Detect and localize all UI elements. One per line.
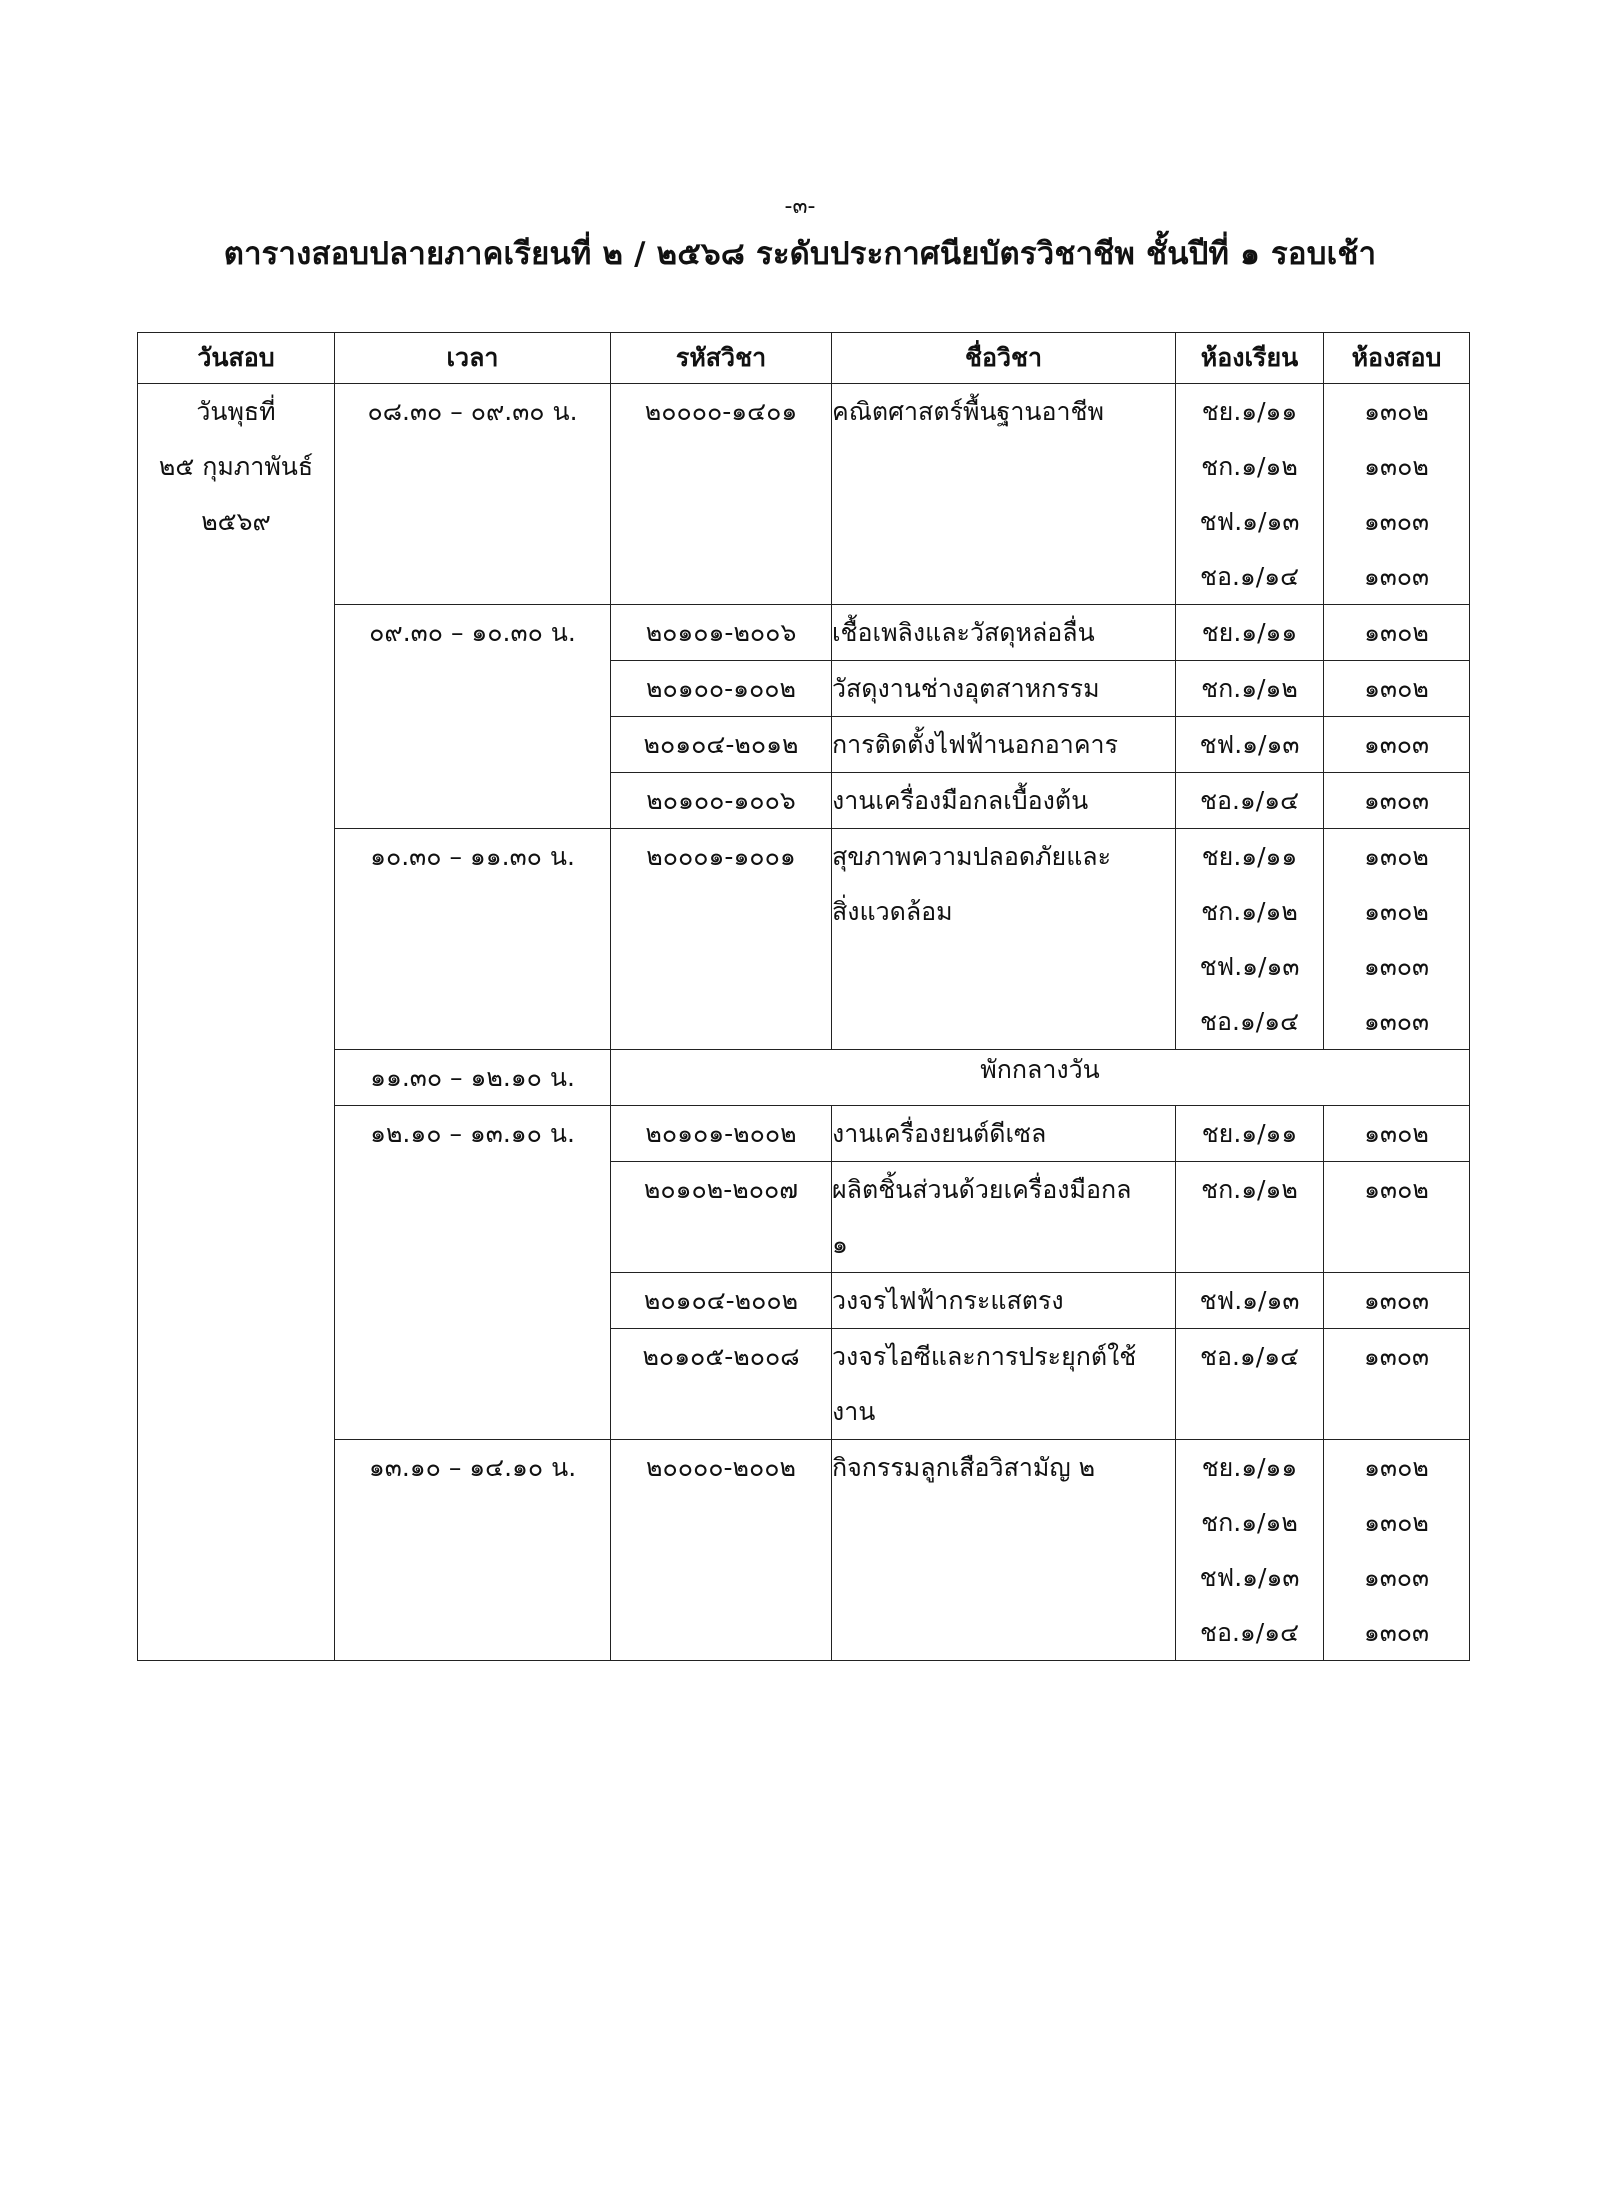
time-cell: ๑๐.๓๐ – ๑๑.๓๐ น. bbox=[335, 829, 611, 1050]
code-cell: ๒๐๑๐๐-๑๐๐๒ bbox=[611, 661, 832, 717]
class-cell: ชย.๑/๑๑ ชก.๑/๑๒ ชฟ.๑/๑๓ ชอ.๑/๑๔ bbox=[1176, 1440, 1324, 1661]
class-cell: ชอ.๑/๑๔ bbox=[1176, 773, 1324, 829]
header-date: วันสอบ bbox=[138, 333, 335, 384]
room-cell: ๑๓๐๒ ๑๓๐๒ ๑๓๐๓ ๑๓๐๓ bbox=[1324, 384, 1470, 605]
page-title: ตารางสอบปลายภาคเรียนที่ ๒ / ๒๕๖๘ ระดับประกาศนียบัตรวิชาชีพ ชั้นปีที่ ๑ รอบเช้า bbox=[223, 236, 1377, 272]
code-cell: ๒๐๑๐๐-๑๐๐๖ bbox=[611, 773, 832, 829]
subject-cell: วัสดุงานช่างอุตสาหกรรม bbox=[832, 661, 1176, 717]
room-cell: ๑๓๐๓ bbox=[1324, 1273, 1470, 1329]
code-cell: ๒๐๑๐๕-๒๐๐๘ bbox=[611, 1329, 832, 1440]
code-cell: ๒๐๑๐๒-๒๐๐๗ bbox=[611, 1162, 832, 1273]
exam-schedule-table bbox=[137, 332, 1470, 1661]
subject-cell: คณิตศาสตร์พื้นฐานอาชีพ bbox=[832, 384, 1176, 605]
subject-cell: สุขภาพความปลอดภัยและ สิ่งแวดล้อม bbox=[832, 829, 1176, 1050]
time-cell: ๐๘.๓๐ – ๐๙.๓๐ น. bbox=[335, 384, 611, 605]
class-cell: ชก.๑/๑๒ bbox=[1176, 1162, 1324, 1273]
subject-cell: กิจกรรมลูกเสือวิสามัญ ๒ bbox=[832, 1440, 1176, 1661]
table-row bbox=[138, 605, 1470, 661]
code-cell: ๒๐๐๐๑-๑๐๐๑ bbox=[611, 829, 832, 1050]
subject-cell: งานเครื่องยนต์ดีเซล bbox=[832, 1106, 1176, 1162]
code-cell: ๒๐๑๐๔-๒๐๐๒ bbox=[611, 1273, 832, 1329]
table-row bbox=[138, 384, 1470, 605]
time-cell: ๑๒.๑๐ – ๑๓.๑๐ น. bbox=[335, 1106, 611, 1440]
time-cell: ๐๙.๓๐ – ๑๐.๓๐ น. bbox=[335, 605, 611, 829]
class-cell: ชย.๑/๑๑ ชก.๑/๑๒ ชฟ.๑/๑๓ ชอ.๑/๑๔ bbox=[1176, 829, 1324, 1050]
table-row bbox=[138, 1440, 1470, 1661]
exam-date-cell bbox=[138, 384, 335, 1661]
header-room: ห้องสอบ bbox=[1324, 333, 1470, 384]
code-cell: ๒๐๑๐๑-๒๐๐๖ bbox=[611, 605, 832, 661]
class-cell: ชฟ.๑/๑๓ bbox=[1176, 1273, 1324, 1329]
room-cell: ๑๓๐๒ ๑๓๐๒ ๑๓๐๓ ๑๓๐๓ bbox=[1324, 1440, 1470, 1661]
class-cell: ชฟ.๑/๑๓ bbox=[1176, 717, 1324, 773]
time-cell: ๑๑.๓๐ – ๑๒.๑๐ น. bbox=[335, 1050, 611, 1106]
exam-date-line: วันพุธที่ bbox=[196, 397, 276, 426]
room-cell: ๑๓๐๒ bbox=[1324, 605, 1470, 661]
code-cell: ๒๐๑๐๑-๒๐๐๒ bbox=[611, 1106, 832, 1162]
table-row bbox=[138, 1106, 1470, 1162]
exam-date-line: ๒๕ กุมภาพันธ์ bbox=[158, 452, 314, 481]
room-cell: ๑๓๐๒ bbox=[1324, 661, 1470, 717]
subject-cell: ผลิตชิ้นส่วนด้วยเครื่องมือกล ๑ bbox=[832, 1162, 1176, 1273]
subject-cell: การติดตั้งไฟฟ้านอกอาคาร bbox=[832, 717, 1176, 773]
class-cell: ชก.๑/๑๒ bbox=[1176, 661, 1324, 717]
room-cell: ๑๓๐๓ bbox=[1324, 1329, 1470, 1440]
header-row bbox=[138, 333, 1470, 384]
code-cell: ๒๐๑๐๔-๒๐๑๒ bbox=[611, 717, 832, 773]
time-cell: ๑๓.๑๐ – ๑๔.๑๐ น. bbox=[335, 1440, 611, 1661]
class-cell: ชย.๑/๑๑ ชก.๑/๑๒ ชฟ.๑/๑๓ ชอ.๑/๑๔ bbox=[1176, 384, 1324, 605]
class-cell: ชย.๑/๑๑ bbox=[1176, 605, 1324, 661]
header-subject: ชื่อวิชา bbox=[832, 333, 1176, 384]
code-cell: ๒๐๐๐๐-๑๔๐๑ bbox=[611, 384, 832, 605]
lunch-break-cell: พักกลางวัน bbox=[611, 1050, 1470, 1106]
exam-date-line: ๒๕๖๙ bbox=[201, 507, 271, 536]
room-cell: ๑๓๐๓ bbox=[1324, 717, 1470, 773]
table-row bbox=[138, 1050, 1470, 1106]
code-cell: ๒๐๐๐๐-๒๐๐๒ bbox=[611, 1440, 832, 1661]
table-row bbox=[138, 829, 1470, 1050]
header-time: เวลา bbox=[335, 333, 611, 384]
room-cell: ๑๓๐๓ bbox=[1324, 773, 1470, 829]
page-number: -๓- bbox=[784, 194, 816, 219]
subject-cell: วงจรไฟฟ้ากระแสตรง bbox=[832, 1273, 1176, 1329]
subject-cell: งานเครื่องมือกลเบื้องต้น bbox=[832, 773, 1176, 829]
header-class: ห้องเรียน bbox=[1176, 333, 1324, 384]
room-cell: ๑๓๐๒ ๑๓๐๒ ๑๓๐๓ ๑๓๐๓ bbox=[1324, 829, 1470, 1050]
subject-cell: เชื้อเพลิงและวัสดุหล่อลื่น bbox=[832, 605, 1176, 661]
room-cell: ๑๓๐๒ bbox=[1324, 1106, 1470, 1162]
class-cell: ชย.๑/๑๑ bbox=[1176, 1106, 1324, 1162]
subject-cell: วงจรไอซีและการประยุกต์ใช้ งาน bbox=[832, 1329, 1176, 1440]
class-cell: ชอ.๑/๑๔ bbox=[1176, 1329, 1324, 1440]
room-cell: ๑๓๐๒ bbox=[1324, 1162, 1470, 1273]
header-code: รหัสวิชา bbox=[611, 333, 832, 384]
